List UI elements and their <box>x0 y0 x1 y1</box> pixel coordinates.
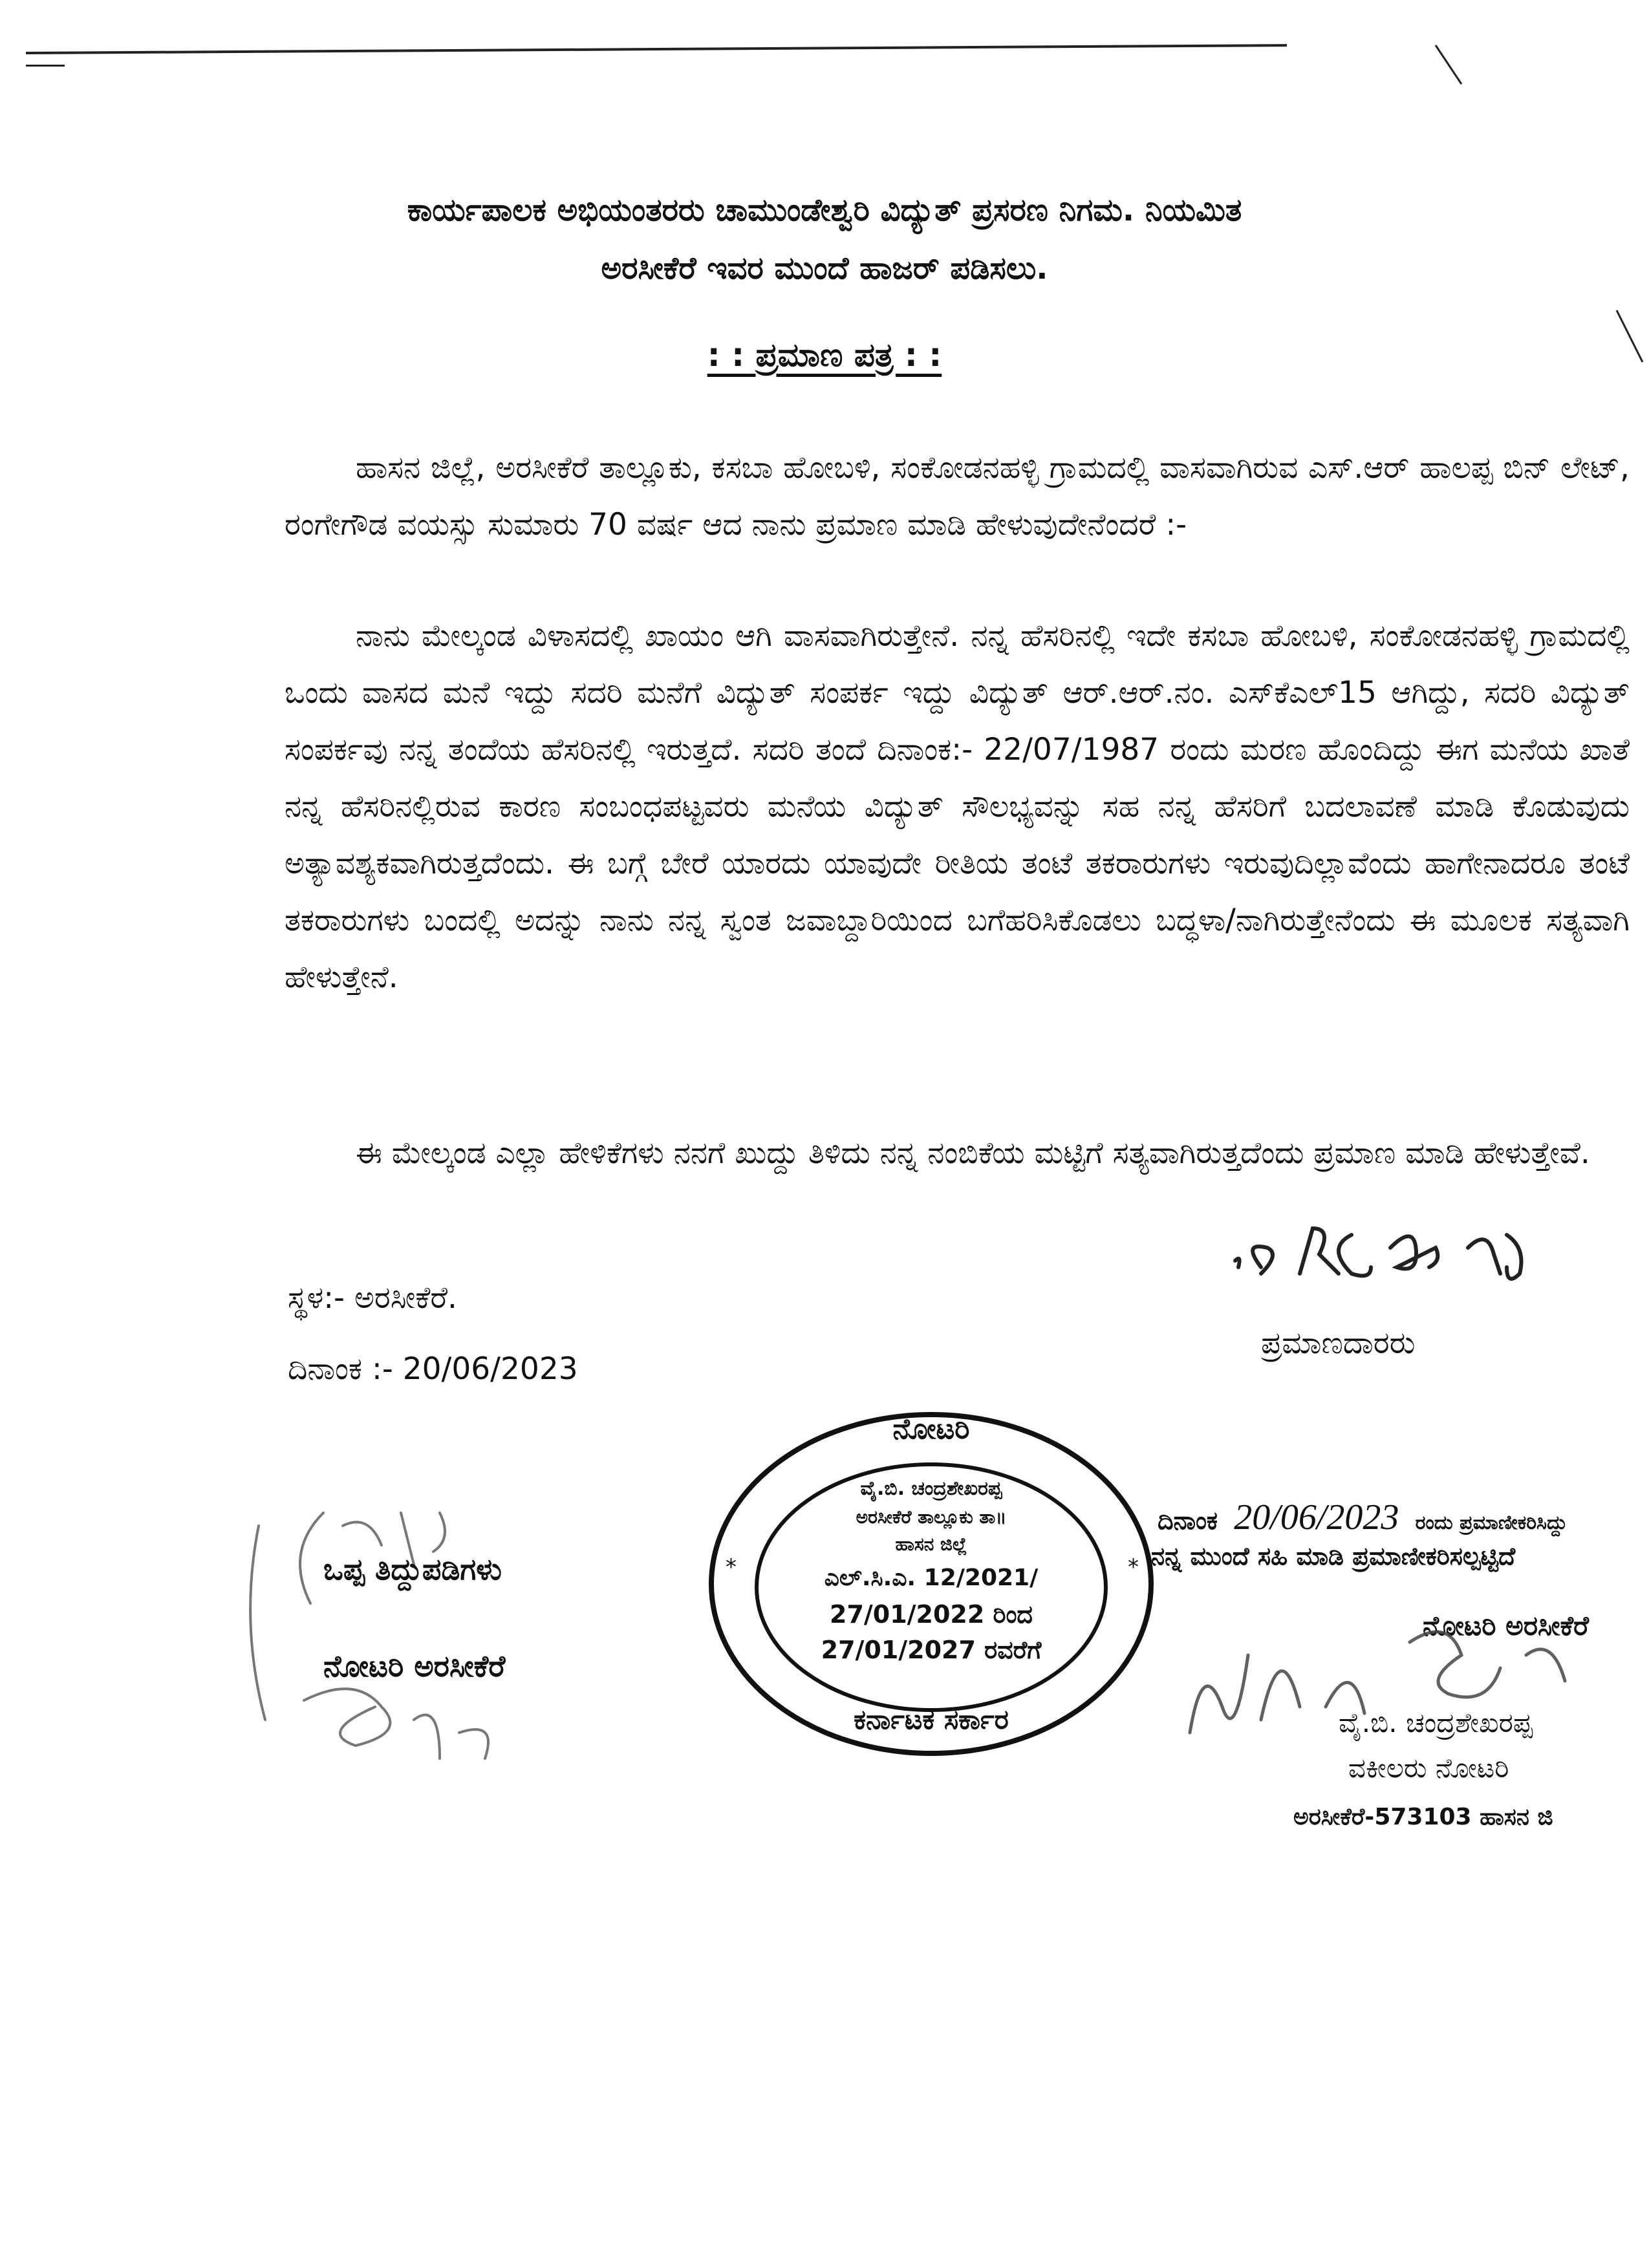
left-notary-place: ನೋಟರಿ ಅರಸೀಕೆರೆ <box>323 1649 506 1684</box>
declaration-paragraph: ಈ ಮೇಲ್ಕಂಡ ಎಲ್ಲಾ ಹೇಳಿಕೆಗಳು ನನಗೆ ಖುದ್ದು ತಿಳಿದು ನನ್ನ ನಂಬಿಕೆಯ ಮಟ್ಟಿಗೆ ಸತ್ಯವಾಗಿರುತ್ತದೆಂದು ಪ್ರಮಾಣ ಮಾಡಿ ಹೇಳುತ್ತೇವೆ. <box>356 1135 1590 1171</box>
seal-district: ಹಾಸನ ಜಿಲ್ಲೆ <box>895 1534 967 1555</box>
document-title-wrap <box>0 336 1649 374</box>
top-rule-2 <box>26 65 65 67</box>
right-notary-title: ವಕೀಲರು ನೋಟರಿ <box>1348 1752 1509 1784</box>
deponent-label: ಪ್ರಮಾಣದಾರರು <box>1261 1325 1416 1361</box>
seal-valid-from: 27/01/2022 ರಿಂದ <box>830 1600 1033 1629</box>
deponent-signature <box>1222 1209 1623 1300</box>
left-notary-corrections: ಒಪ್ಪ ತಿದ್ದುಪಡಿಗಳು <box>323 1552 502 1587</box>
right-notary-address: ಅರಸೀಕೆರೆ-573103 ಹಾಸನ ಜಿ <box>1293 1804 1553 1830</box>
seal-taluk: ಅರಸೀಕೆರೆ ತಾಲ್ಲೂಕು ತಾ॥ <box>856 1506 1007 1528</box>
seal-reg-no: ಎಲ್.ಸಿ.ಎ. 12/2021/ <box>824 1565 1039 1591</box>
seal-valid-to: 27/01/2027 ರವರೆಗೆ <box>821 1636 1042 1664</box>
right-notary-line-2: ನನ್ನ ಮುಂದೆ ಸಹಿ ಮಾಡಿ ಪ್ರಮಾಣೀಕರಿಸಲ್ಪಟ್ಟಿದೆ <box>1151 1542 1516 1570</box>
top-rule-1 <box>26 44 1287 54</box>
right-notary-date: 20/06/2023 <box>1234 1497 1399 1537</box>
svg-text:*: * <box>726 1554 737 1580</box>
date-line: ದಿನಾಂಕ :- 20/06/2023 <box>288 1351 578 1387</box>
notary-seal <box>705 1409 1158 1759</box>
right-notary-name: ವೈ.ಬಿ. ಚಂದ್ರಶೇಖರಪ್ಪ <box>1339 1707 1533 1738</box>
seal-name: ವೈ.ಬಿ. ಚಂದ್ರಶೇಖರಪ್ಪ <box>860 1477 1002 1500</box>
right-notary-date-suffix: ರಂದು ಪ್ರಮಾಣೀಕರಿಸಿದ್ದು <box>1415 1512 1568 1534</box>
addressee-line-1: ಕಾರ್ಯಪಾಲಕ ಅಭಿಯಂತರರು ಚಾಮುಂಡೇಶ್ವರಿ ವಿದ್ಯುತ್ ಪ್ರಸರಣ ನಿಗಮ. ನಿಯಮಿತ <box>407 192 1242 228</box>
right-notary-place: ನೋಟರಿ ಅರಸೀಕೆರೆ <box>1423 1610 1589 1642</box>
addressee-line-2: ಅರಸೀಕೆರೆ ಇವರ ಮುಂದೆ ಹಾಜರ್ ಪಡಿಸಲು. <box>601 250 1048 286</box>
seal-bottom-text: ಕರ್ನಾಟಕ ಸರ್ಕಾರ <box>854 1704 1009 1735</box>
scan-edge-marks <box>1423 39 1649 375</box>
intro-paragraph: ಹಾಸನ ಜಿಲ್ಲೆ, ಅರಸೀಕೆರೆ ತಾಲ್ಲೂಕು, ಕಸಬಾ ಹೋಬಳಿ, ಸಂಕೋಡನಹಳ್ಳಿ ಗ್ರಾಮದಲ್ಲಿ ವಾಸವಾಗಿರುವ ಎಸ್.ಆರ್ ಹಾಲಪ್ಪ ಬಿನ್ ಲೇಟ್, ರಂಗೇಗೌಡ ವಯಸ್ಸು ಸುಮಾರು 70 ವರ್ಷ ಆದ ನಾನು ಪ್ರಮಾಣ ಮಾಡಿ ಹೇಳುವುದೇನೆಂದರೆ :- <box>285 450 1630 542</box>
document-title: : : ಪ್ರಮಾಣ ಪತ್ರ : : <box>707 336 942 374</box>
place-line: ಸ್ಥಳ:- ಅರಸೀಕೆರೆ. <box>288 1280 458 1316</box>
right-notary-line-1 <box>1158 1497 1568 1538</box>
right-notary-date-prefix: ದಿನಾಂಕ <box>1158 1506 1218 1535</box>
svg-text:*: * <box>1128 1554 1139 1580</box>
body-paragraph: ನಾನು ಮೇಲ್ಕಂಡ ವಿಳಾಸದಲ್ಲಿ ಖಾಯಂ ಆಗಿ ವಾಸವಾಗಿರುತ್ತೇನೆ. ನನ್ನ ಹೆಸರಿನಲ್ಲಿ ಇದೇ ಕಸಬಾ ಹೋಬಳಿ, ಸಂಕೋಡನಹಳ್ಳಿ ಗ್ರಾಮದಲ್ಲಿ ಒಂದು ವಾಸದ ಮನೆ ಇದ್ದು ಸದರಿ ಮನೆಗೆ ವಿದ್ಯುತ್ ಸಂಪರ್ಕ ಇದ್ದು ವಿದ್ಯುತ್ ಆರ್.ಆರ್.ನಂ. ಎಸ್‌ಕೆಎಲ್15 ಆಗಿದ್ದು, ಸದರಿ ವಿದ್ಯುತ್ ಸಂಪರ್ಕವು ನನ್ನ ತಂದೆಯ ಹೆಸರಿನಲ್ಲಿ ಇರುತ್ತದೆ. ಸದರಿ ತಂದೆ ದಿನಾಂಕ:- 22/07/1987 ರಂದು ಮರಣ ಹೊಂದಿದ್ದು ಈಗ ಮನೆಯ ಖಾತೆ ನನ್ನ ಹೆಸರಿನಲ್ಲಿರುವ ಕಾರಣ ಸಂಬಂಧಪಟ್ಟವರು ಮನೆಯ ವಿದ್ಯುತ್ ಸೌಲಭ್ಯವನ್ನು ಸಹ ನನ್ನ ಹೆಸರಿಗೆ ಬದಲಾವಣೆ ಮಾಡಿ ಕೊಡುವುದು ಅತ್ಯಾವಶ್ಯಕವಾಗಿರುತ್ತದೆಂದು. ಈ ಬಗ್ಗೆ ಬೇರೆ ಯಾರದು ಯಾವುದೇ ರೀತಿಯ ತಂಟೆ ತಕರಾರುಗಳು ಇರುವುದಿಲ್ಲಾವೆಂದು ಹಾಗೇನಾದರೂ ತಂಟೆ ತಕರಾರುಗಳು ಬಂದಲ್ಲಿ ಅದನ್ನು ನಾನು ನನ್ನ ಸ್ವಂತ ಜವಾಬ್ದಾರಿಯಿಂದ ಬಗೆಹರಿಸಿಕೊಡಲು ಬದ್ಧಳಾ/ನಾಗಿರುತ್ತೇನೆಂದು ಈ ಮೂಲಕ ಸತ್ಯವಾಗಿ ಹೇಳುತ್ತೇನೆ. <box>285 618 1630 995</box>
seal-top-text: ನೋಟರಿ <box>892 1413 970 1446</box>
